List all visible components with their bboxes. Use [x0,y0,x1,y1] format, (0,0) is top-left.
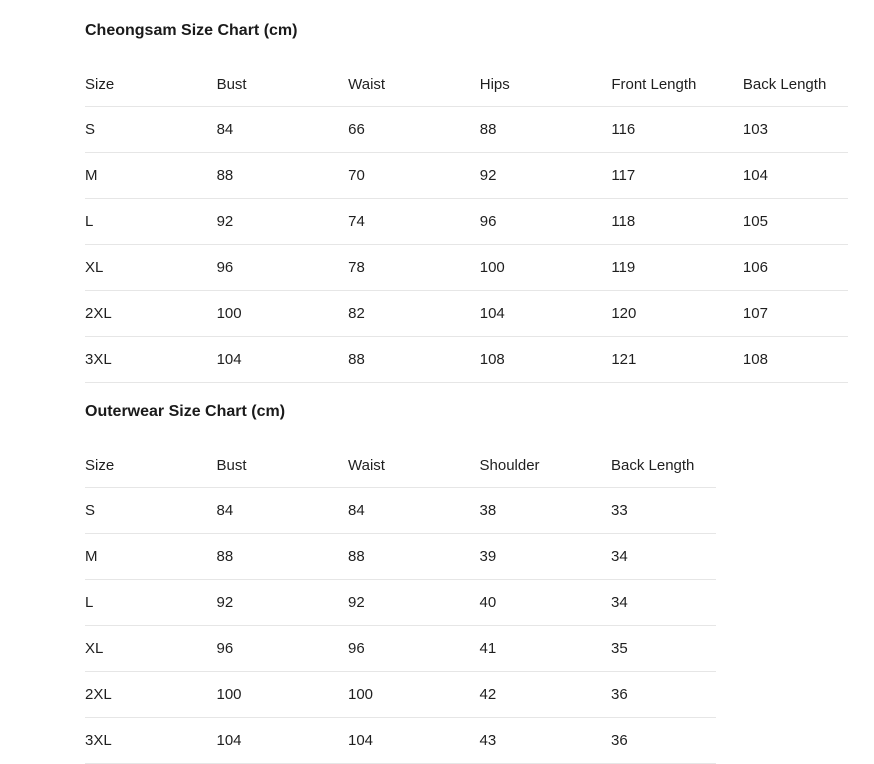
cell-size: XL [85,640,104,657]
cell-bust: 92 [216,594,234,611]
cell-hips: 104 [479,305,505,322]
cell-waist: 92 [348,594,365,611]
outerwear-chart-title: Outerwear Size Chart (cm) [85,403,286,420]
table-row [85,626,716,672]
column-header-hips: Hips [479,75,510,93]
cell-shoulder: 41 [479,640,497,657]
cell-bust: 84 [216,502,234,519]
cell-back-length: 108 [742,351,768,368]
cell-shoulder: 42 [479,686,497,703]
cell-shoulder: 39 [479,548,497,565]
cell-front-length: 117 [611,167,636,184]
cell-waist: 84 [348,502,365,519]
table-row [85,337,848,383]
cell-size: 3XL [85,351,112,368]
outerwear-size-chart [85,401,716,764]
cell-size: S [85,121,96,138]
cell-back-length: 35 [611,640,628,657]
table-row [85,718,716,764]
cell-bust: 88 [216,548,234,565]
table-row [85,580,716,626]
cell-size: M [85,548,98,565]
cell-back-length: 103 [742,121,768,138]
table-header-row [85,62,848,107]
outerwear-size-table [85,443,716,764]
cell-waist: 74 [348,213,365,230]
cell-waist: 70 [348,167,365,184]
table-row [85,199,848,245]
cell-back-length: 105 [742,213,768,230]
cell-back-length: 104 [742,167,768,184]
cell-front-length: 116 [611,121,636,138]
cell-bust: 104 [216,351,242,368]
cell-back-length: 34 [611,548,628,565]
cell-back-length: 34 [611,594,628,611]
column-header-back-length: Back Length [742,75,827,93]
column-header-size: Size [85,75,115,93]
cheongsam-size-chart [85,20,848,383]
cell-waist: 104 [348,732,374,749]
cell-bust: 84 [216,121,234,138]
cell-hips: 108 [479,351,505,368]
cell-back-length: 33 [611,502,628,519]
cell-waist: 78 [348,259,365,276]
cell-hips: 88 [479,121,497,138]
cell-waist: 88 [348,351,365,368]
cell-waist: 82 [348,305,365,322]
column-header-bust: Bust [216,75,247,93]
cell-front-length: 118 [611,213,636,230]
cell-size: XL [85,259,104,276]
cell-size: S [85,502,96,519]
column-header-back-length: Back Length [611,456,695,474]
cell-bust: 92 [216,213,234,230]
cell-waist: 96 [348,640,365,657]
cell-size: M [85,167,98,184]
cell-waist: 100 [348,686,374,703]
table-row [85,291,848,337]
cell-waist: 66 [348,121,365,138]
cell-shoulder: 40 [479,594,497,611]
cheongsam-size-table [85,62,848,383]
table-row [85,534,716,580]
column-header-front-length: Front Length [611,75,697,93]
column-header-waist: Waist [348,75,386,93]
table-row [85,107,848,153]
cell-front-length: 120 [611,305,637,322]
cell-front-length: 119 [611,259,636,276]
table-header-row [85,443,716,488]
table-row [85,672,716,718]
table-row [85,153,848,199]
cell-size: 2XL [85,686,112,703]
cell-waist: 88 [348,548,365,565]
cell-shoulder: 43 [479,732,497,749]
cell-back-length: 36 [611,686,628,703]
cell-bust: 88 [216,167,234,184]
table-row [85,245,848,291]
cell-size: L [85,594,94,611]
cell-size: L [85,213,94,230]
cell-bust: 96 [216,640,234,657]
cell-shoulder: 38 [479,502,497,519]
cell-front-length: 121 [611,351,637,368]
cell-bust: 96 [216,259,234,276]
cell-hips: 92 [479,167,497,184]
column-header-size: Size [85,456,115,474]
table-row [85,488,716,534]
column-header-waist: Waist [348,456,385,474]
cell-bust: 100 [216,305,242,322]
column-header-shoulder: Shoulder [479,456,540,474]
cell-hips: 96 [479,213,497,230]
cell-bust: 104 [216,732,242,749]
cheongsam-chart-title: Cheongsam Size Chart (cm) [85,22,298,39]
cell-size: 3XL [85,732,112,749]
column-header-bust: Bust [216,456,247,474]
cell-back-length: 36 [611,732,628,749]
cell-bust: 100 [216,686,242,703]
cell-back-length: 106 [742,259,768,276]
cell-size: 2XL [85,305,112,322]
cell-hips: 100 [479,259,505,276]
cell-back-length: 107 [742,305,768,322]
